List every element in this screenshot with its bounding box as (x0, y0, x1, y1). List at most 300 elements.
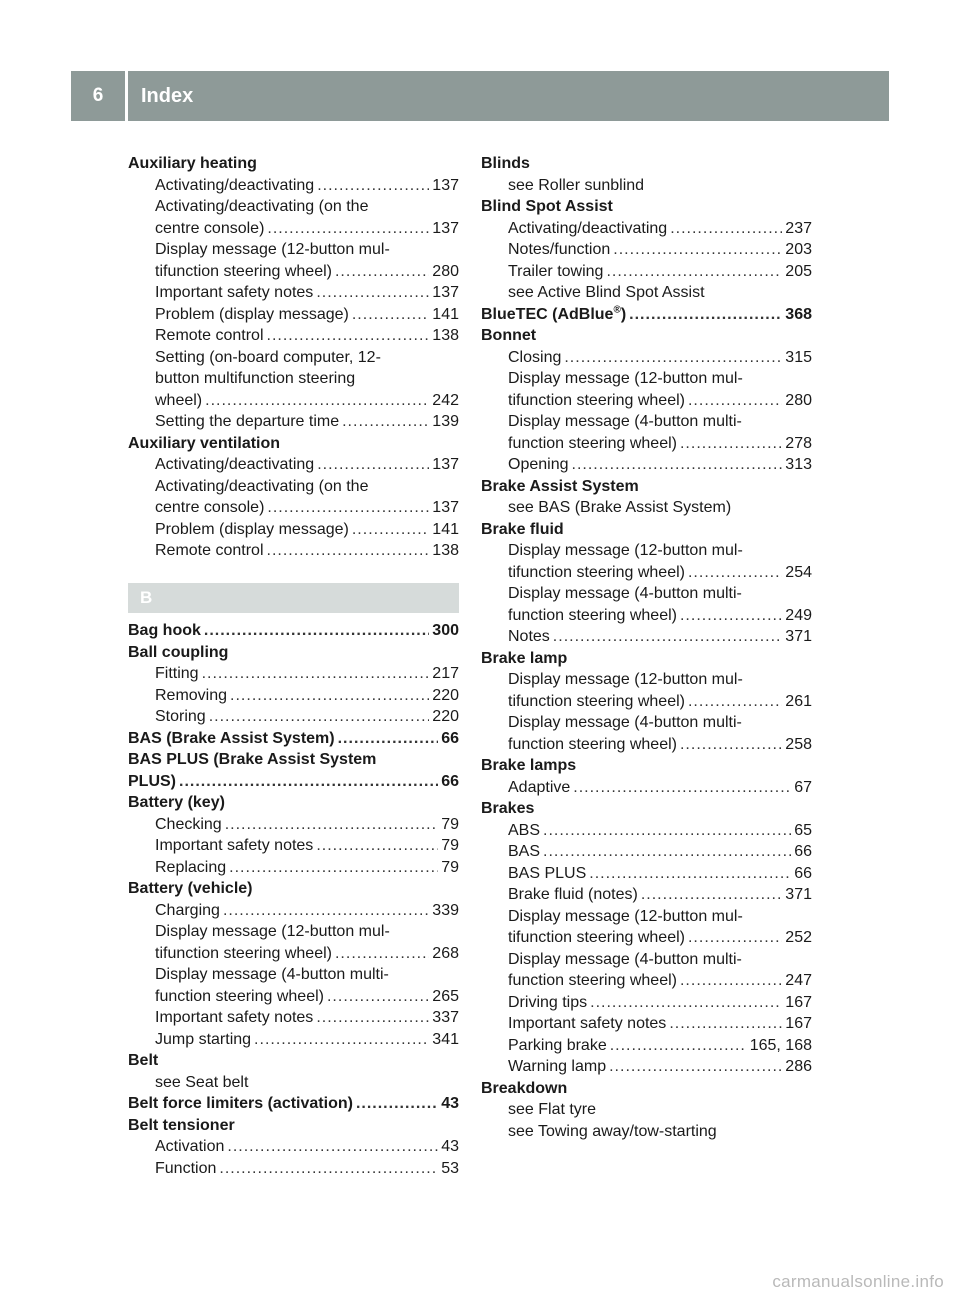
index-subentry (481, 261, 812, 283)
entry-label: see Roller sunblind (508, 176, 645, 194)
entry-text (155, 304, 352, 326)
index-subentry (128, 706, 459, 728)
entry-label: see Seat belt (155, 1073, 249, 1091)
entry-text (128, 620, 204, 642)
index-subentry (128, 325, 459, 347)
entry-text (155, 1158, 219, 1180)
entry-label: Jump starting (155, 1030, 252, 1048)
page-reference: 137 (432, 284, 459, 301)
index-entry (128, 1050, 459, 1072)
index-subentry (481, 712, 812, 734)
dot-leader (316, 1007, 429, 1029)
entry-label: Opening (508, 456, 569, 473)
dot-leader (335, 943, 429, 965)
entry-label: see Towing away/tow-starting (508, 1122, 717, 1140)
dot-leader (356, 1093, 438, 1115)
entry-text (155, 349, 381, 366)
page-reference: 237 (785, 219, 812, 237)
page-number: 6 (92, 85, 104, 106)
dot-leader (669, 1013, 782, 1035)
page-reference: 217 (432, 665, 459, 682)
page-reference: 139 (432, 413, 459, 430)
section-letter-bar: B (128, 583, 459, 613)
entry-label: centre console) (155, 219, 265, 237)
dot-leader (688, 691, 782, 713)
entry-label: Remote control (155, 542, 264, 559)
entry-label: function steering wheel) (155, 987, 324, 1005)
index-entry (481, 648, 812, 670)
index-subentry (481, 691, 812, 713)
index-entry (481, 153, 812, 175)
page-reference: 339 (432, 901, 459, 919)
page-reference: 337 (432, 1009, 459, 1026)
entry-text (508, 261, 606, 283)
entry-text (508, 239, 613, 261)
entry-text (508, 499, 731, 516)
dot-leader (543, 820, 791, 842)
entry-text (128, 728, 338, 750)
index-subentry (481, 626, 812, 648)
entry-label: function steering wheel) (508, 972, 677, 989)
index-subentry (128, 239, 459, 261)
index-subentry (128, 964, 459, 986)
index-subentry (481, 605, 812, 627)
entry-text (155, 923, 390, 940)
index-subentry (481, 734, 812, 756)
entry-text (508, 390, 688, 412)
index-subentry (481, 540, 812, 562)
entry-text (155, 282, 316, 304)
entry-label: Parking brake (508, 1036, 607, 1054)
dot-leader (338, 728, 439, 750)
entry-text (155, 519, 352, 541)
entry-text (155, 325, 267, 347)
index-subentry (128, 1007, 459, 1029)
entry-text (155, 685, 230, 707)
index-subentry (128, 411, 459, 433)
page-reference: 167 (785, 1015, 812, 1032)
entry-text (155, 390, 205, 412)
watermark: carmanualsonline.info (772, 1272, 944, 1291)
entry-text (508, 218, 670, 240)
entry-text (508, 820, 543, 842)
index-subentry (128, 1136, 459, 1158)
entry-text (155, 497, 267, 519)
index-subentry (128, 814, 459, 836)
entry-label: Display message (4-button multi- (508, 950, 742, 968)
page-reference: 66 (441, 729, 459, 747)
entry-text (508, 370, 743, 387)
index-subentry (481, 411, 812, 433)
dot-leader (204, 620, 429, 642)
index-entry (128, 1115, 459, 1137)
entry-label: Brake fluid (481, 520, 564, 538)
entry-label: Brake lamp (481, 649, 568, 667)
index-subentry (128, 497, 459, 519)
entry-text (155, 175, 317, 197)
page-reference: 315 (785, 348, 812, 366)
page-reference: 53 (441, 1159, 459, 1177)
dot-leader (680, 605, 782, 627)
page-reference: 67 (794, 778, 812, 796)
index-subentry (128, 857, 459, 879)
entry-text (155, 454, 317, 476)
entry-label: Bonnet (481, 327, 537, 344)
index-subentry (481, 841, 812, 863)
index-subentry (481, 820, 812, 842)
entry-text (508, 927, 688, 949)
dot-leader (688, 927, 782, 949)
entry-label: Display message (12-button mul- (508, 671, 743, 688)
entry-label: Removing (155, 686, 228, 704)
entry-text (128, 771, 179, 793)
entry-label: Activating/deactivating (508, 219, 668, 237)
index-subentry (481, 669, 812, 691)
index-entry (481, 476, 812, 498)
dot-leader (317, 454, 429, 476)
entry-text (155, 1136, 227, 1158)
index-subentry (128, 261, 459, 283)
entry-text (155, 835, 316, 857)
dot-leader (267, 497, 429, 519)
entry-label: Notes/function (508, 241, 611, 258)
entry-text (155, 986, 327, 1008)
index-entry (481, 304, 812, 326)
dot-leader (609, 1056, 782, 1078)
index-subentry (481, 282, 812, 304)
entry-label: function steering wheel) (508, 735, 677, 753)
entry-label: Trailer towing (508, 262, 604, 280)
dot-leader (316, 282, 429, 304)
dot-leader (254, 1029, 429, 1051)
dot-leader (335, 261, 429, 283)
index-entry (128, 642, 459, 664)
page-reference: 313 (785, 456, 812, 473)
entry-label: Auxiliary heating (128, 155, 257, 172)
index-subentry (481, 1013, 812, 1035)
index-subentry (481, 1035, 812, 1057)
entry-text (508, 626, 553, 648)
dot-leader (670, 218, 782, 240)
entry-label: Brake Assist System (481, 477, 639, 495)
entry-text (155, 857, 229, 879)
entry-label-suffix: ) (620, 305, 627, 323)
index-entry (481, 755, 812, 777)
entry-text (508, 970, 680, 992)
entry-text (155, 198, 368, 215)
page-reference: 254 (785, 563, 812, 581)
dot-leader (342, 411, 429, 433)
dot-leader (543, 841, 791, 863)
entry-text (155, 1074, 248, 1091)
dot-leader (225, 814, 439, 836)
page-reference: 205 (785, 262, 812, 280)
entry-text (481, 521, 564, 538)
entry-label: Bag hook (128, 622, 201, 639)
index-subentry (128, 519, 459, 541)
entry-label: tifunction steering wheel) (508, 692, 685, 710)
index-subentry (128, 540, 459, 562)
entry-label: Fitting (155, 665, 199, 682)
entry-text (508, 433, 680, 455)
entry-text (508, 691, 688, 713)
page-reference: 286 (785, 1058, 812, 1075)
entry-text (128, 880, 253, 897)
entry-text (128, 155, 257, 172)
entry-text (128, 794, 225, 811)
index-subentry (128, 835, 459, 857)
index-entry (128, 620, 459, 642)
dot-leader (327, 986, 429, 1008)
entry-label: Display message (4-button multi- (508, 585, 742, 602)
entry-label: Display message (12-button mul- (508, 907, 743, 925)
index-subentry (128, 1158, 459, 1180)
entry-text (508, 605, 680, 627)
entry-text (155, 241, 390, 258)
entry-text (508, 542, 743, 559)
entry-label: tifunction steering wheel) (155, 944, 332, 962)
entry-label: Breakdown (481, 1079, 568, 1097)
index-entry (128, 728, 459, 750)
entry-label: see BAS (Brake Assist System) (508, 499, 732, 516)
entry-text (155, 218, 267, 240)
index-subentry (481, 454, 812, 476)
dot-leader (613, 239, 782, 261)
entry-text (508, 951, 742, 968)
page-reference: 79 (441, 858, 459, 876)
index-column-right (481, 153, 812, 1142)
entry-text (508, 413, 742, 430)
dot-leader (267, 325, 430, 347)
entry-label: Display message (12-button mul- (508, 542, 743, 559)
index-subentry (481, 433, 812, 455)
page-reference: 280 (785, 391, 812, 409)
page-reference: 203 (785, 241, 812, 258)
entry-text (155, 706, 209, 728)
entry-text (508, 347, 564, 369)
entry-text (481, 1080, 567, 1097)
dot-leader (688, 390, 782, 412)
entry-label: Storing (155, 708, 206, 725)
dot-leader (202, 663, 430, 685)
page-reference: 220 (432, 686, 459, 704)
index-entry (128, 153, 459, 175)
entry-label: Setting (on-board computer, 12- (155, 348, 381, 366)
entry-label: see Flat tyre (508, 1101, 597, 1118)
entry-label: Display message (4-button multi- (508, 714, 742, 731)
page-reference: 141 (432, 305, 459, 323)
entry-label: function steering wheel) (508, 434, 677, 452)
index-subentry (128, 921, 459, 943)
index-entry (128, 878, 459, 900)
entry-text (481, 198, 613, 215)
dot-leader (629, 304, 782, 326)
index-subentry (128, 685, 459, 707)
index-entry (128, 1093, 459, 1115)
entry-text (155, 411, 342, 433)
page-reference: 252 (785, 929, 812, 946)
entry-label: Important safety notes (155, 837, 314, 854)
entry-text (155, 900, 223, 922)
entry-label: Charging (155, 901, 220, 919)
page-reference: 265 (432, 987, 459, 1005)
entry-label: Important safety notes (508, 1015, 667, 1032)
entry-text (155, 943, 335, 965)
page-reference: 371 (785, 628, 812, 645)
index-subentry (481, 390, 812, 412)
page-reference: 368 (785, 305, 812, 323)
page-reference: 249 (785, 606, 812, 624)
entry-text (128, 1052, 158, 1069)
entry-label: Closing (508, 348, 562, 366)
page-reference: 66 (794, 843, 812, 860)
entry-text (508, 454, 572, 476)
entry-text (155, 814, 225, 836)
entry-label: Activating/deactivating (on the (155, 477, 369, 495)
index-subentry (128, 454, 459, 476)
dot-leader (223, 900, 429, 922)
entry-label: Brakes (481, 800, 535, 817)
index-subentry (481, 347, 812, 369)
dot-leader (352, 519, 429, 541)
entry-text (508, 585, 742, 602)
page-reference: 165, 168 (749, 1036, 812, 1054)
page-reference: 79 (441, 815, 459, 833)
registered-mark: ® (613, 304, 621, 316)
index-entry (128, 792, 459, 814)
entry-text (508, 992, 590, 1014)
dot-leader (230, 685, 429, 707)
entry-label: tifunction steering wheel) (508, 391, 685, 409)
entry-text (128, 1093, 356, 1115)
dot-leader (572, 454, 783, 476)
entry-label: tifunction steering wheel) (508, 929, 685, 946)
entry-text (508, 908, 743, 925)
index-subentry (481, 777, 812, 799)
page-reference: 79 (441, 837, 459, 854)
index-subentry (128, 476, 459, 498)
entry-label: BAS (508, 843, 541, 860)
entry-text (481, 650, 567, 667)
entry-label: Activating/deactivating (155, 176, 315, 194)
index-subentry (128, 986, 459, 1008)
entry-text (508, 841, 543, 863)
entry-label: Activating/deactivating (155, 456, 315, 473)
entry-label: Important safety notes (155, 284, 314, 301)
page-reference: 137 (432, 456, 459, 473)
dot-leader (316, 835, 438, 857)
dot-leader (610, 1035, 747, 1057)
index-subentry (481, 239, 812, 261)
entry-text (128, 435, 280, 452)
entry-label: Remote control (155, 327, 264, 344)
entry-text (508, 734, 680, 756)
entry-label: BAS (Brake Assist System) (128, 729, 335, 747)
index-subentry (481, 949, 812, 971)
entry-label: Ball coupling (128, 643, 229, 661)
page-reference: 247 (785, 972, 812, 989)
entry-label: Checking (155, 815, 222, 833)
entry-text (508, 177, 644, 194)
entry-label: BAS PLUS (508, 864, 587, 882)
entry-label: tifunction steering wheel) (508, 563, 685, 581)
dot-leader (688, 562, 782, 584)
index-subentry (481, 970, 812, 992)
entry-label: function steering wheel) (508, 606, 677, 624)
entry-label: Setting the departure time (155, 413, 340, 430)
entry-label: Belt force limiters (activation) (128, 1095, 353, 1112)
entry-label: Display message (4-button multi- (508, 413, 742, 430)
index-entry (128, 749, 459, 771)
index-subentry (128, 218, 459, 240)
index-subentry (128, 1029, 459, 1051)
entry-label: Belt tensioner (128, 1116, 235, 1134)
entry-label: tifunction steering wheel) (155, 262, 332, 280)
entry-label: Function (155, 1159, 217, 1177)
dot-leader (209, 706, 430, 728)
page-reference: 138 (432, 542, 459, 559)
page-reference: 137 (432, 176, 459, 194)
dot-leader (267, 218, 429, 240)
index-subentry (481, 863, 812, 885)
index-subentry (481, 992, 812, 1014)
page-reference: 300 (432, 622, 459, 639)
index-subentry (481, 1099, 812, 1121)
entry-text (155, 370, 355, 387)
entry-text (128, 1117, 235, 1134)
page-title: Index (141, 85, 194, 107)
entry-label: ABS (508, 821, 541, 839)
index-subentry (481, 1121, 812, 1143)
entry-label: BAS PLUS (Brake Assist System (128, 751, 377, 768)
dot-leader (227, 1136, 438, 1158)
entry-text (508, 1101, 596, 1118)
entry-label: Driving tips (508, 993, 588, 1011)
dot-leader (589, 863, 791, 885)
entry-text (481, 155, 530, 172)
entry-label: Battery (vehicle) (128, 880, 253, 897)
page-reference: 220 (432, 708, 459, 725)
entry-text (508, 1123, 717, 1140)
entry-label: Activation (155, 1138, 225, 1155)
entry-label: Problem (display message) (155, 305, 349, 323)
spacer (128, 562, 459, 584)
entry-text (155, 1029, 254, 1051)
index-subentry (481, 497, 812, 519)
index-subentry (128, 196, 459, 218)
entry-label: Display message (4-button multi- (155, 966, 389, 983)
dot-leader (205, 390, 429, 412)
index-subentry (481, 562, 812, 584)
header-divider (125, 71, 128, 121)
entry-text (481, 800, 534, 817)
page-reference: 138 (432, 327, 459, 344)
index-subentry (128, 390, 459, 412)
index-subentry (481, 368, 812, 390)
dot-leader (590, 992, 782, 1014)
index-entry (481, 1078, 812, 1100)
index-entry (128, 433, 459, 455)
page-reference: 268 (432, 944, 459, 962)
entry-label: BlueTEC (AdBlue (481, 305, 614, 323)
entry-text (155, 261, 335, 283)
page-reference: 137 (432, 219, 459, 237)
entry-label: Display message (12-button mul- (155, 923, 390, 940)
entry-text (155, 540, 267, 562)
entry-label: Auxiliary ventilation (128, 434, 281, 452)
index-subentry (128, 304, 459, 326)
index-subentry (481, 1056, 812, 1078)
